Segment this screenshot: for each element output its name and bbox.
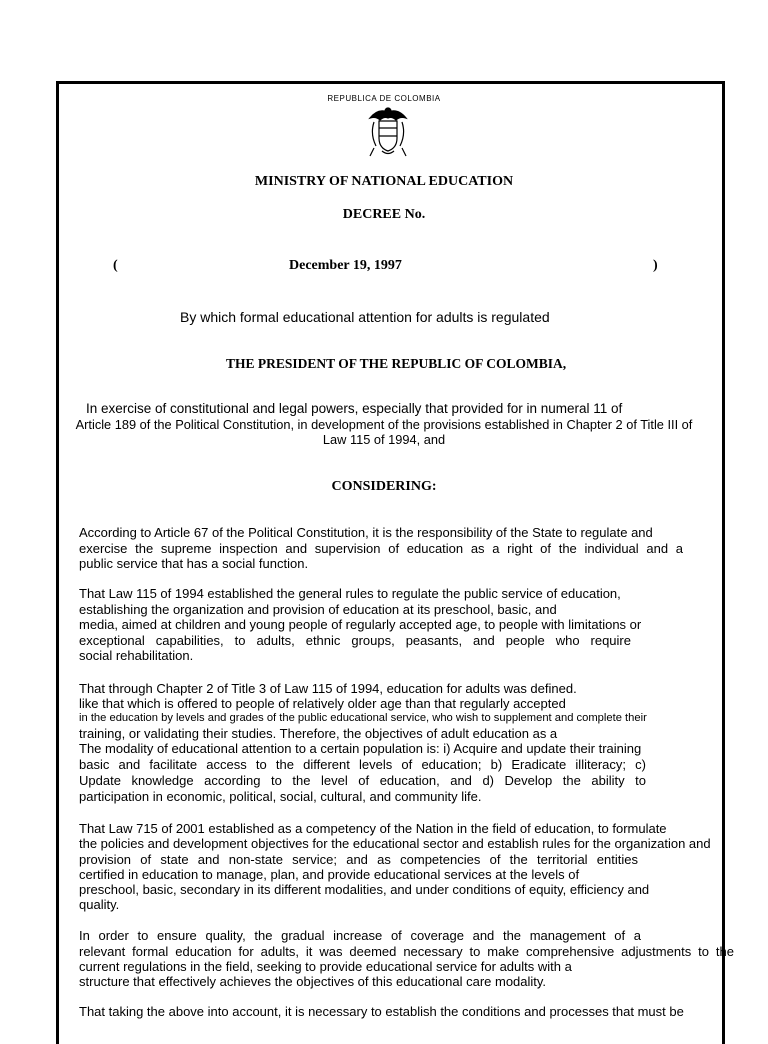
- paragraph-4-line-4: certified in education to manage, plan, and provide educational services at the levels of: [79, 867, 580, 882]
- paragraph-5-line-1: In order to ensure quality, the gradual increase of coverage and the management of a: [79, 928, 641, 943]
- paragraph-3-line-8: participation in economic, political, social, cultural, and community life.: [79, 789, 482, 804]
- paragraph-1-line-1: According to Article 67 of the Political Constitution, it is the responsibility of the State to regulate and: [79, 525, 653, 540]
- exercise-line-3: Law 115 of 1994, and: [322, 432, 446, 447]
- ministry-title: MINISTRY OF NATIONAL EDUCATION: [254, 174, 514, 189]
- president-heading: THE PRESIDENT OF THE REPUBLIC OF COLOMBIA,: [226, 356, 567, 371]
- paragraph-1-line-3: public service that has a social function.: [79, 556, 309, 571]
- paragraph-4-line-5: preschool, basic, secondary in its different modalities, and under conditions of equity, efficiency and: [79, 882, 650, 897]
- paragraph-5-line-3: current regulations in the field, seeking to provide educational service for adults with a: [79, 959, 572, 974]
- decree-subject: By which formal educational attention for adults is regulated: [180, 309, 550, 325]
- paragraph-2-line-4: exceptional capabilities, to adults, ethnic groups, peasants, and people who require: [79, 633, 631, 648]
- paragraph-2-line-1: That Law 115 of 1994 established the general rules to regulate the public service of education,: [79, 586, 621, 601]
- paragraph-3-line-4: training, or validating their studies. Therefore, the objectives of adult education as a: [79, 726, 558, 741]
- paragraph-2-line-5: social rehabilitation.: [79, 648, 194, 663]
- paragraph-4-line-2: the policies and development objectives for the educational sector and establish rules for the organization and: [79, 836, 711, 851]
- republic-label: REPUBLICA DE COLOMBIA: [327, 94, 441, 103]
- decree-number: DECREE No.: [342, 207, 426, 222]
- paragraph-3-line-6: basic and facilitate access to the different levels of education; b) Eradicate illiteracy; c): [79, 757, 646, 772]
- paragraph-4-line-6: quality.: [79, 897, 120, 912]
- paragraph-3-line-3: in the education by levels and grades of the public educational service, who wish to supplement and complete their: [79, 712, 647, 724]
- paragraph-1-line-2: exercise the supreme inspection and supervision of education as a right of the individual and a: [79, 541, 683, 556]
- paragraph-3-line-7: Update knowledge according to the level of education, and d) Develop the ability to: [79, 773, 646, 788]
- date-paren-close: ): [653, 258, 658, 273]
- paragraph-3-line-1: That through Chapter 2 of Title 3 of Law 115 of 1994, education for adults was defined.: [79, 681, 577, 696]
- exercise-line-1: In exercise of constitutional and legal powers, especially that provided for in numeral 11 of: [86, 401, 623, 416]
- paragraph-2-line-3: media, aimed at children and young people of regularly accepted age, to people with limitations or: [79, 617, 642, 632]
- decree-date: December 19, 1997: [289, 258, 402, 273]
- paragraph-4-line-3: provision of state and non-state service; and as competencies of the territorial entities: [79, 852, 638, 867]
- paragraph-4-line-1: That Law 715 of 2001 established as a competency of the Nation in the field of education, to formulate: [79, 821, 667, 836]
- coat-of-arms-icon: [364, 104, 412, 158]
- paragraph-6-line-1: That taking the above into account, it is necessary to establish the conditions and processes that must be: [79, 1004, 684, 1019]
- considering-heading: CONSIDERING:: [331, 479, 437, 494]
- paragraph-3-line-5: The modality of educational attention to a certain population is: i) Acquire and update their training: [79, 741, 642, 756]
- exercise-line-2: Article 189 of the Political Constitution, in development of the provisions established in Chapter 2 of Title III of: [75, 417, 693, 432]
- paragraph-2-line-2: establishing the organization and provision of education at its preschool, basic, and: [79, 602, 557, 617]
- paragraph-5-line-4: structure that effectively achieves the objectives of this educational care modality.: [79, 974, 547, 989]
- date-paren-open: (: [113, 258, 118, 273]
- paragraph-3-line-2: like that which is offered to people of relatively older age than that regularly accepted: [79, 696, 566, 711]
- paragraph-5-line-2: relevant formal education for adults, it was deemed necessary to make comprehensive adjustments to the: [79, 944, 734, 959]
